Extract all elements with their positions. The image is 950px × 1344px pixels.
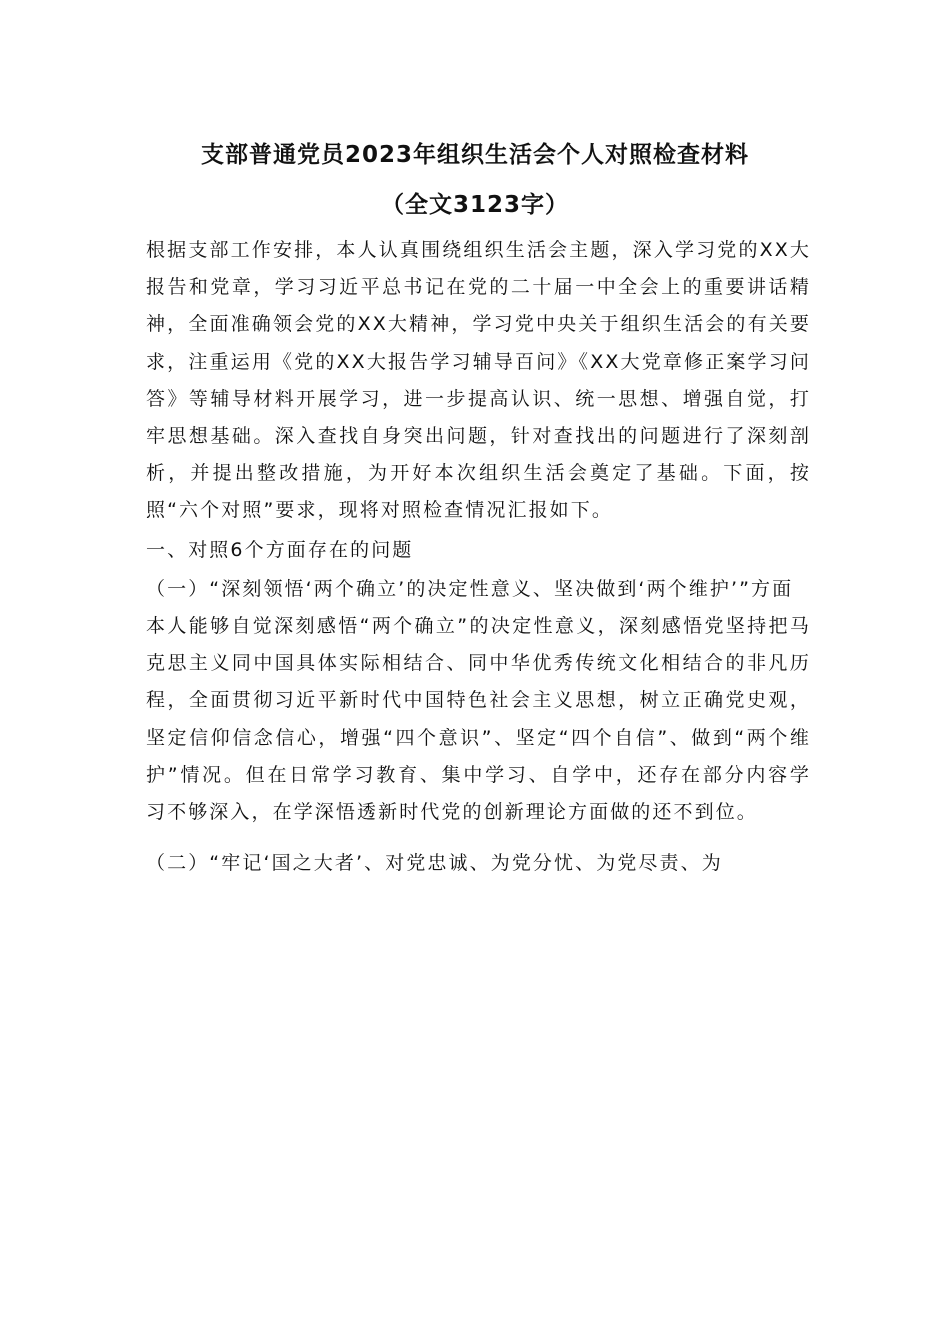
document-subtitle: （全文3123字） — [380, 192, 569, 218]
document-body — [146, 232, 811, 882]
section-heading: 一、对照6个方面存在的问题 — [146, 538, 414, 561]
document-title: 支部普通党员2023年组织生活会个人对照检查材料 — [200, 142, 749, 168]
subsection-heading-1: （一）“深刻领悟‘两个确立’的决定性意义、坚决做到‘两个维护’”方面 — [146, 577, 794, 600]
body-paragraph-1: 本人能够自觉深刻感悟“两个确立”的决定性意义，深刻感悟党坚持把马克思主义同中国具体实际相结合、同中华优秀传统文化相结合的非凡历程，全面贯彻习近平新时代中国特色社会主义思想，树立正确党史观，坚定信仰信念信心，增强“四个意识”、坚定“四个自信”、做到“两个维护”情况。但在日常学习教育、集中学习、自学中，还存在部分内容学习不够深入，在学深悟透新时代党的创新理论方面做的还不到位。 — [146, 615, 811, 824]
intro-paragraph: 根据支部工作安排，本人认真围绕组织生活会主题，深入学习党的XX大报告和党章，学习习近平总书记在党的二十届一中全会上的重要讲话精神，全面准确领会党的XX大精神，学习党中央关于组织生活会的有关要求，注重运用《党的XX大报告学习辅导百问》《XX大党章修正案学习问答》等辅导材料开展学习，进一步提高认识、统一思想、增强自觉，打牢思想基础。深入查找自身突出问题，针对查找出的问题进行了深刻剖析，并提出整改措施，为开好本次组织生活会奠定了基础。下面，按照“六个对照”要求，现将对照检查情况汇报如下。 — [146, 239, 811, 522]
subsection-heading-2: （二）“牢记‘国之大者’、对党忠诚、为党分忧、为党尽责、为 — [146, 852, 723, 875]
